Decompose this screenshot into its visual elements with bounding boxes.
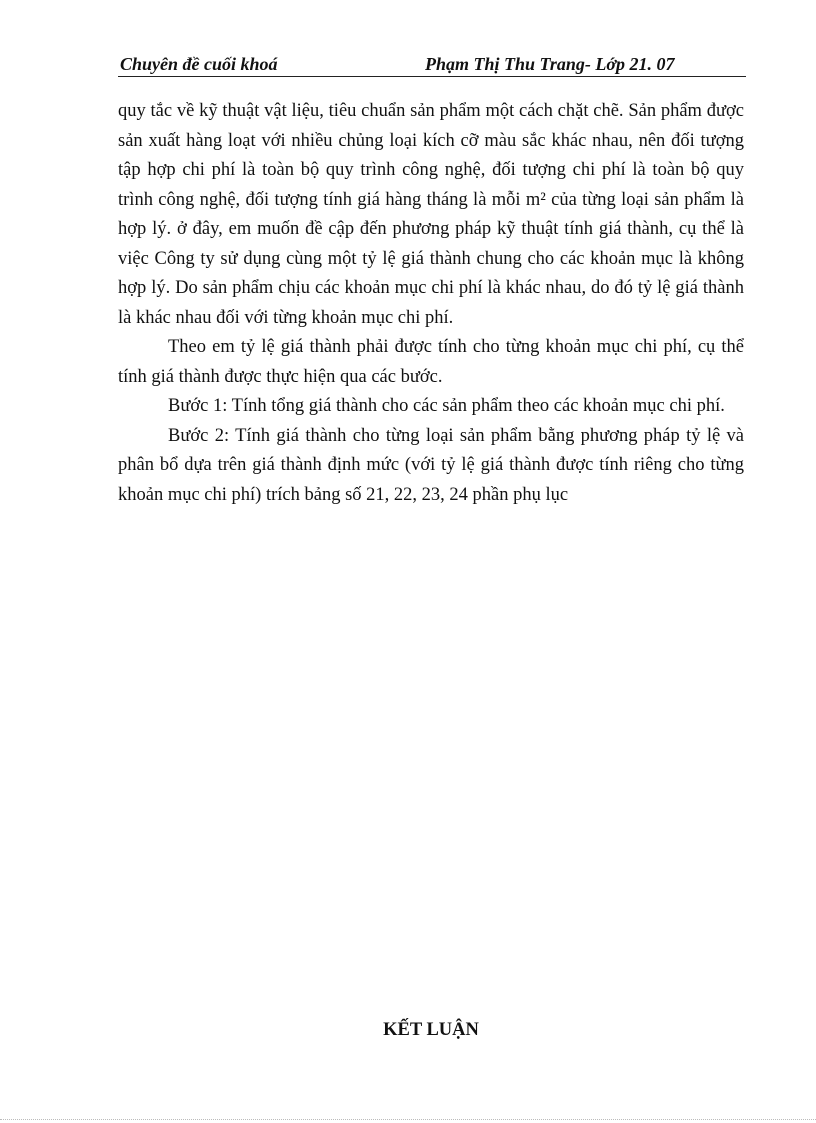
paragraph-opinion: Theo em tỷ lệ giá thành phải được tính cho từng khoản mục chi phí, cụ thể tính giá thành được thực hiện qua các bước. <box>118 337 744 387</box>
page-header <box>118 52 746 77</box>
header-report-title: Chuyên đề cuối khoá <box>120 54 278 74</box>
page-bottom-edge <box>0 1119 816 1120</box>
header-author-class: Phạm Thị Thu Trang- Lớp 21. 07 <box>425 54 675 74</box>
paragraph-step-1: Bước 1: Tính tổng giá thành cho các sản phẩm theo các khoản mục chi phí. <box>168 396 725 416</box>
paragraph-continuation: quy tắc về kỹ thuật vật liệu, tiêu chuẩn sản phẩm một cách chặt chẽ. Sản phẩm được sản xuất hàng loạt với nhiều chủng loại kích cỡ màu sắc khác nhau, nên đối tượng tập hợp chi phí là toàn bộ quy trình công nghệ, đối tượng chi phí là toàn bộ quy trình công nghệ, đối tượng tính giá hàng tháng là mỗi m² của từng loại sản phẩm là hợp lý. ở đây, em muốn đề cập đến phương pháp kỹ thuật tính giá thành, cụ thể là việc Công ty sử dụng cùng một tỷ lệ giá thành chung cho các khoản mục là không hợp lý. Do sản phẩm chịu các khoản mục chi phí là khác nhau, do đó tỷ lệ giá thành là khác nhau đối với từng khoản mục chi phí. <box>118 101 744 328</box>
document-body <box>118 97 744 510</box>
section-heading-conclusion: KẾT LUẬN <box>383 1020 479 1040</box>
paragraph-step-2: Bước 2: Tính giá thành cho từng loại sản phẩm bằng phương pháp tỷ lệ và phân bổ dựa trên giá thành định mức (với tỷ lệ giá thành được tính riêng cho từng khoản mục chi phí) trích bảng số 21, 22, 23, 24 phần phụ lục <box>118 425 744 505</box>
